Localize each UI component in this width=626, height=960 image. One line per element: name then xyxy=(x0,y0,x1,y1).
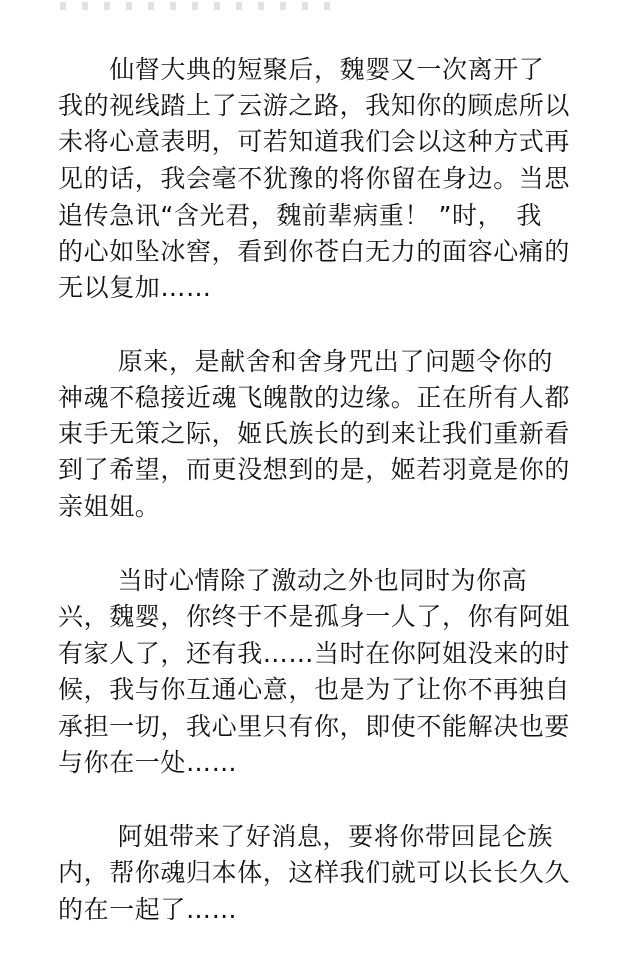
paragraph-2-line-4: 到了希望，而更没想到的是，姬若羽竟是你的 xyxy=(58,455,571,484)
paragraph-1-line-2: 我的视线踏上了云游之路，我知你的顾虑所以 xyxy=(58,91,571,120)
paragraph-1-line-4: 见的话，我会毫不犹豫的将你留在身边。当思 xyxy=(58,164,571,193)
paragraph-1-line-3: 未将心意表明，可若知道我们会以这种方式再 xyxy=(58,127,571,156)
paragraph-4-line-3: 的在一起了…… xyxy=(58,895,238,924)
paragraph-3-line-6: 与你在一处…… xyxy=(58,748,238,777)
paragraph-4-line-1: 阿姐带来了好消息，要将你带回昆仑族 xyxy=(58,822,553,851)
paragraph-1-line-6: 的心如坠冰窖，看到你苍白无力的面容心痛的 xyxy=(58,237,571,266)
paragraph-2-line-3: 束手无策之际，姬氏族长的到来让我们重新看 xyxy=(58,419,571,448)
paragraph-2-line-1: 原来，是献舍和舍身咒出了问题令你的 xyxy=(58,347,553,376)
paragraph-1-line-5: 追传急讯“含光君，魏前辈病重！ ”时， 我 xyxy=(58,201,542,230)
top-scan-artifact xyxy=(60,2,330,10)
paragraph-1-line-1: 仙督大典的短聚后，魏婴又一次离开了 xyxy=(58,55,545,84)
paragraph-3-line-3: 有家人了，还有我……当时在你阿姐没来的时 xyxy=(58,639,571,668)
paragraph-2-line-2: 神魂不稳接近魂飞魄散的边缘。正在所有人都 xyxy=(58,383,571,412)
paragraph-1-line-7: 无以复加…… xyxy=(58,273,212,302)
paragraph-4-line-2: 内，帮你魂归本体，这样我们就可以长长久久 xyxy=(58,858,571,887)
paragraph-2-line-5: 亲姐姐。 xyxy=(58,492,161,521)
paragraph-3-line-4: 候，我与你互通心意，也是为了让你不再独自 xyxy=(58,675,571,704)
paragraph-3-line-2: 兴，魏婴，你终于不是孤身一人了，你有阿姐 xyxy=(58,602,571,631)
paragraph-3-line-1: 当时心情除了激动之外也同时为你高 xyxy=(58,566,528,595)
paragraph-3-line-5: 承担一切，我心里只有你，即使不能解决也要 xyxy=(58,712,571,741)
